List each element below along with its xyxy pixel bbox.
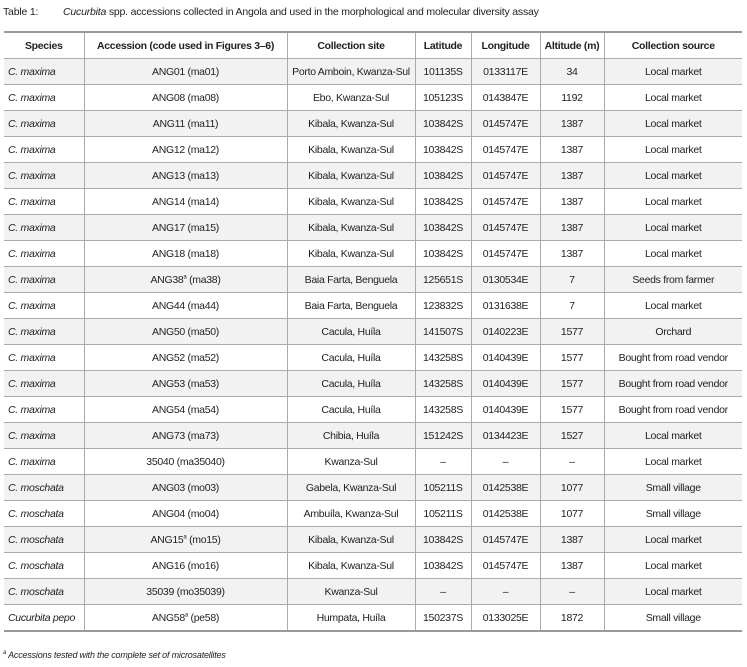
species-cell: C. maxima bbox=[4, 59, 84, 85]
accession-cell bbox=[84, 241, 287, 267]
table-caption bbox=[3, 6, 539, 18]
table-label: Table 1: bbox=[3, 6, 39, 18]
altitude-cell: 1577 bbox=[540, 371, 604, 397]
source-cell: Local market bbox=[604, 163, 742, 189]
species-cell: C. maxima bbox=[4, 423, 84, 449]
accession-acc: ANG53 bbox=[151, 377, 185, 390]
table-row bbox=[4, 267, 742, 293]
longitude-cell: 0140223E bbox=[471, 319, 540, 345]
column-header: Collection source bbox=[604, 32, 742, 59]
species-cell: C. maxima bbox=[4, 267, 84, 293]
accession-acc: ANG16 bbox=[151, 559, 185, 572]
site-cell: Kibala, Kwanza-Sul bbox=[287, 111, 415, 137]
accession-cell bbox=[84, 345, 287, 371]
site-cell: Kwanza-Sul bbox=[287, 579, 415, 605]
site-cell: Kibala, Kwanza-Sul bbox=[287, 553, 415, 579]
accession-cell bbox=[84, 475, 287, 501]
accession-cell bbox=[84, 59, 287, 85]
accession-acc: ANG11 bbox=[152, 117, 185, 130]
accession-cell bbox=[84, 553, 287, 579]
accession-code: (mo03) bbox=[184, 481, 219, 494]
accession-code: (ma35040) bbox=[174, 455, 225, 468]
latitude-cell: – bbox=[415, 579, 471, 605]
column-header: Accession (code used in Figures 3–6) bbox=[84, 32, 287, 59]
accession-cell bbox=[84, 137, 287, 163]
accession-cell bbox=[84, 189, 287, 215]
table-row bbox=[4, 397, 742, 423]
source-cell: Bought from road vendor bbox=[604, 371, 742, 397]
table-row bbox=[4, 345, 742, 371]
altitude-cell: 1387 bbox=[540, 111, 604, 137]
accession-code: (ma38) bbox=[186, 273, 221, 286]
table-row bbox=[4, 449, 742, 475]
accession-cell bbox=[84, 319, 287, 345]
accession-code: (mo35039) bbox=[174, 585, 225, 598]
altitude-cell: 1577 bbox=[540, 319, 604, 345]
longitude-cell: 0140439E bbox=[471, 345, 540, 371]
longitude-cell: – bbox=[471, 449, 540, 475]
table-row bbox=[4, 553, 742, 579]
accession-acc: ANG38 bbox=[150, 273, 184, 286]
species-cell: C. moschata bbox=[4, 579, 84, 605]
accession-code: (mo16) bbox=[184, 559, 219, 572]
accession-acc: ANG50 bbox=[151, 325, 185, 338]
table-row bbox=[4, 605, 742, 632]
accession-cell bbox=[84, 579, 287, 605]
accession-code: (ma14) bbox=[184, 195, 219, 208]
species-cell: C. maxima bbox=[4, 319, 84, 345]
species-cell: C. maxima bbox=[4, 293, 84, 319]
accession-sup: a bbox=[183, 274, 187, 280]
source-cell: Local market bbox=[604, 241, 742, 267]
altitude-cell: 7 bbox=[540, 267, 604, 293]
site-cell: Kibala, Kwanza-Sul bbox=[287, 163, 415, 189]
site-cell: Kibala, Kwanza-Sul bbox=[287, 527, 415, 553]
latitude-cell: 103842S bbox=[415, 189, 471, 215]
table-row bbox=[4, 163, 742, 189]
accession-code: (ma13) bbox=[184, 169, 219, 182]
latitude-cell: 103842S bbox=[415, 111, 471, 137]
altitude-cell: 1192 bbox=[540, 85, 604, 111]
accession-code: (ma50) bbox=[184, 325, 219, 338]
accession-acc: ANG08 bbox=[151, 91, 185, 104]
latitude-cell: 143258S bbox=[415, 345, 471, 371]
altitude-cell: – bbox=[540, 449, 604, 475]
accession-acc: ANG58 bbox=[151, 611, 185, 624]
accession-cell bbox=[84, 397, 287, 423]
species-cell: Cucurbita pepo bbox=[4, 605, 84, 632]
altitude-cell: 1387 bbox=[540, 163, 604, 189]
accession-cell bbox=[84, 605, 287, 632]
latitude-cell: 105211S bbox=[415, 475, 471, 501]
altitude-cell: 1387 bbox=[540, 553, 604, 579]
site-cell: Porto Amboin, Kwanza-Sul bbox=[287, 59, 415, 85]
altitude-cell: 1527 bbox=[540, 423, 604, 449]
column-header: Altitude (m) bbox=[540, 32, 604, 59]
site-cell: Cacula, Huíla bbox=[287, 371, 415, 397]
accession-code: (ma52) bbox=[184, 351, 219, 364]
table-row bbox=[4, 189, 742, 215]
table-row bbox=[4, 59, 742, 85]
latitude-cell: 103842S bbox=[415, 527, 471, 553]
source-cell: Local market bbox=[604, 85, 742, 111]
accession-code: (ma44) bbox=[184, 299, 219, 312]
accession-acc: ANG01 bbox=[151, 65, 185, 78]
accession-sup: a bbox=[184, 612, 188, 618]
accession-cell bbox=[84, 267, 287, 293]
accession-cell bbox=[84, 423, 287, 449]
source-cell: Small village bbox=[604, 501, 742, 527]
column-header: Species bbox=[4, 32, 84, 59]
table-row bbox=[4, 527, 742, 553]
longitude-cell: 0145747E bbox=[471, 111, 540, 137]
longitude-cell: 0131638E bbox=[471, 293, 540, 319]
longitude-cell: 0134423E bbox=[471, 423, 540, 449]
longitude-cell: – bbox=[471, 579, 540, 605]
source-cell: Bought from road vendor bbox=[604, 345, 742, 371]
accession-code: (pe58) bbox=[187, 611, 220, 624]
accession-acc: ANG04 bbox=[151, 507, 185, 520]
source-cell: Local market bbox=[604, 189, 742, 215]
latitude-cell: 125651S bbox=[415, 267, 471, 293]
latitude-cell: 151242S bbox=[415, 423, 471, 449]
longitude-cell: 0145747E bbox=[471, 553, 540, 579]
source-cell: Local market bbox=[604, 579, 742, 605]
accession-code: (ma01) bbox=[184, 65, 219, 78]
table-row bbox=[4, 293, 742, 319]
species-cell: C. moschata bbox=[4, 527, 84, 553]
longitude-cell: 0145747E bbox=[471, 241, 540, 267]
source-cell: Small village bbox=[604, 605, 742, 632]
longitude-cell: 0145747E bbox=[471, 189, 540, 215]
table-row bbox=[4, 371, 742, 397]
site-cell: Kibala, Kwanza-Sul bbox=[287, 137, 415, 163]
accession-cell bbox=[84, 85, 287, 111]
longitude-cell: 0145747E bbox=[471, 137, 540, 163]
footnote bbox=[3, 650, 226, 660]
source-cell: Local market bbox=[604, 553, 742, 579]
latitude-cell: 103842S bbox=[415, 241, 471, 267]
accession-acc: ANG14 bbox=[151, 195, 185, 208]
longitude-cell: 0145747E bbox=[471, 527, 540, 553]
latitude-cell: 141507S bbox=[415, 319, 471, 345]
accession-code: (ma15) bbox=[184, 221, 219, 234]
accession-acc: ANG12 bbox=[151, 143, 185, 156]
source-cell: Bought from road vendor bbox=[604, 397, 742, 423]
source-cell: Local market bbox=[604, 215, 742, 241]
accession-code: (ma12) bbox=[184, 143, 219, 156]
accession-acc: ANG44 bbox=[151, 299, 185, 312]
accession-code: (ma54) bbox=[184, 403, 219, 416]
site-cell: Humpata, Huíla bbox=[287, 605, 415, 632]
site-cell: Kwanza-Sul bbox=[287, 449, 415, 475]
accession-cell bbox=[84, 501, 287, 527]
site-cell: Gabela, Kwanza-Sul bbox=[287, 475, 415, 501]
footnote-text: Accessions tested with the complete set of microsatellites bbox=[6, 650, 226, 660]
longitude-cell: 0145747E bbox=[471, 215, 540, 241]
latitude-cell: 103842S bbox=[415, 553, 471, 579]
accession-cell bbox=[84, 111, 287, 137]
latitude-cell: 105123S bbox=[415, 85, 471, 111]
source-cell: Small village bbox=[604, 475, 742, 501]
accession-acc: 35039 bbox=[146, 585, 174, 598]
accession-cell bbox=[84, 371, 287, 397]
site-cell: Ambuíla, Kwanza-Sul bbox=[287, 501, 415, 527]
altitude-cell: 1577 bbox=[540, 345, 604, 371]
accession-acc: ANG18 bbox=[151, 247, 185, 260]
longitude-cell: 0133117E bbox=[471, 59, 540, 85]
longitude-cell: 0140439E bbox=[471, 371, 540, 397]
source-cell: Seeds from farmer bbox=[604, 267, 742, 293]
column-header: Collection site bbox=[287, 32, 415, 59]
accession-code: (ma11) bbox=[184, 117, 219, 130]
table-header-row bbox=[4, 32, 742, 59]
altitude-cell: 7 bbox=[540, 293, 604, 319]
table-row bbox=[4, 241, 742, 267]
altitude-cell: – bbox=[540, 579, 604, 605]
table-row bbox=[4, 137, 742, 163]
species-cell: C. maxima bbox=[4, 163, 84, 189]
altitude-cell: 1387 bbox=[540, 137, 604, 163]
species-cell: C. maxima bbox=[4, 371, 84, 397]
table-row bbox=[4, 215, 742, 241]
species-cell: C. maxima bbox=[4, 397, 84, 423]
altitude-cell: 1387 bbox=[540, 241, 604, 267]
accession-acc: ANG17 bbox=[151, 221, 185, 234]
species-cell: C. moschata bbox=[4, 501, 84, 527]
site-cell: Cacula, Huíla bbox=[287, 319, 415, 345]
latitude-cell: 101135S bbox=[415, 59, 471, 85]
latitude-cell: 103842S bbox=[415, 163, 471, 189]
accession-acc: 35040 bbox=[146, 455, 174, 468]
accession-cell bbox=[84, 215, 287, 241]
species-cell: C. maxima bbox=[4, 241, 84, 267]
species-cell: C. moschata bbox=[4, 475, 84, 501]
accession-code: (mo04) bbox=[184, 507, 219, 520]
footnote-mark: a bbox=[3, 650, 7, 656]
latitude-cell: 103842S bbox=[415, 137, 471, 163]
species-cell: C. maxima bbox=[4, 215, 84, 241]
latitude-cell: 123832S bbox=[415, 293, 471, 319]
longitude-cell: 0142538E bbox=[471, 475, 540, 501]
accession-cell bbox=[84, 449, 287, 475]
latitude-cell: 150237S bbox=[415, 605, 471, 632]
source-cell: Orchard bbox=[604, 319, 742, 345]
site-cell: Ebo, Kwanza-Sul bbox=[287, 85, 415, 111]
column-header: Longitude bbox=[471, 32, 540, 59]
altitude-cell: 1872 bbox=[540, 605, 604, 632]
species-cell: C. maxima bbox=[4, 449, 84, 475]
latitude-cell: 103842S bbox=[415, 215, 471, 241]
latitude-cell: – bbox=[415, 449, 471, 475]
column-header: Latitude bbox=[415, 32, 471, 59]
accession-code: (ma08) bbox=[184, 91, 219, 104]
source-cell: Local market bbox=[604, 293, 742, 319]
site-cell: Kibala, Kwanza-Sul bbox=[287, 215, 415, 241]
accession-acc: ANG52 bbox=[151, 351, 185, 364]
site-cell: Cacula, Huíla bbox=[287, 397, 415, 423]
accessions-table bbox=[4, 31, 742, 632]
accession-code: (ma18) bbox=[184, 247, 219, 260]
longitude-cell: 0140439E bbox=[471, 397, 540, 423]
accession-cell bbox=[84, 527, 287, 553]
longitude-cell: 0142538E bbox=[471, 501, 540, 527]
altitude-cell: 1387 bbox=[540, 215, 604, 241]
accession-acc: ANG73 bbox=[151, 429, 185, 442]
caption-text: spp. accessions collected in Angola and used in the morphological and molecular diversity assay bbox=[106, 6, 539, 18]
accession-acc: ANG03 bbox=[151, 481, 185, 494]
table-row bbox=[4, 111, 742, 137]
accession-acc: ANG13 bbox=[151, 169, 185, 182]
altitude-cell: 1387 bbox=[540, 527, 604, 553]
accession-code: (ma73) bbox=[184, 429, 219, 442]
source-cell: Local market bbox=[604, 59, 742, 85]
species-cell: C. maxima bbox=[4, 189, 84, 215]
altitude-cell: 34 bbox=[540, 59, 604, 85]
caption-genus: Cucurbita bbox=[63, 6, 107, 18]
altitude-cell: 1577 bbox=[540, 397, 604, 423]
source-cell: Local market bbox=[604, 423, 742, 449]
site-cell: Baia Farta, Benguela bbox=[287, 267, 415, 293]
altitude-cell: 1077 bbox=[540, 475, 604, 501]
source-cell: Local market bbox=[604, 137, 742, 163]
species-cell: C. moschata bbox=[4, 553, 84, 579]
source-cell: Local market bbox=[604, 111, 742, 137]
accession-acc: ANG15 bbox=[150, 533, 184, 546]
longitude-cell: 0130534E bbox=[471, 267, 540, 293]
site-cell: Cacula, Huíla bbox=[287, 345, 415, 371]
table-row bbox=[4, 475, 742, 501]
site-cell: Kibala, Kwanza-Sul bbox=[287, 189, 415, 215]
table-row bbox=[4, 319, 742, 345]
source-cell: Local market bbox=[604, 527, 742, 553]
accession-code: (ma53) bbox=[184, 377, 219, 390]
species-cell: C. maxima bbox=[4, 137, 84, 163]
longitude-cell: 0133025E bbox=[471, 605, 540, 632]
latitude-cell: 105211S bbox=[415, 501, 471, 527]
latitude-cell: 143258S bbox=[415, 371, 471, 397]
species-cell: C. maxima bbox=[4, 111, 84, 137]
latitude-cell: 143258S bbox=[415, 397, 471, 423]
accession-cell bbox=[84, 163, 287, 189]
table-row bbox=[4, 579, 742, 605]
accession-sup: a bbox=[183, 534, 187, 540]
altitude-cell: 1387 bbox=[540, 189, 604, 215]
longitude-cell: 0145747E bbox=[471, 163, 540, 189]
altitude-cell: 1077 bbox=[540, 501, 604, 527]
table-row bbox=[4, 85, 742, 111]
site-cell: Kibala, Kwanza-Sul bbox=[287, 241, 415, 267]
site-cell: Chibia, Huíla bbox=[287, 423, 415, 449]
site-cell: Baia Farta, Benguela bbox=[287, 293, 415, 319]
longitude-cell: 0143847E bbox=[471, 85, 540, 111]
species-cell: C. maxima bbox=[4, 85, 84, 111]
source-cell: Local market bbox=[604, 449, 742, 475]
accession-acc: ANG54 bbox=[151, 403, 185, 416]
accession-cell bbox=[84, 293, 287, 319]
species-cell: C. maxima bbox=[4, 345, 84, 371]
accession-code: (mo15) bbox=[186, 533, 221, 546]
table-row bbox=[4, 423, 742, 449]
table-row bbox=[4, 501, 742, 527]
